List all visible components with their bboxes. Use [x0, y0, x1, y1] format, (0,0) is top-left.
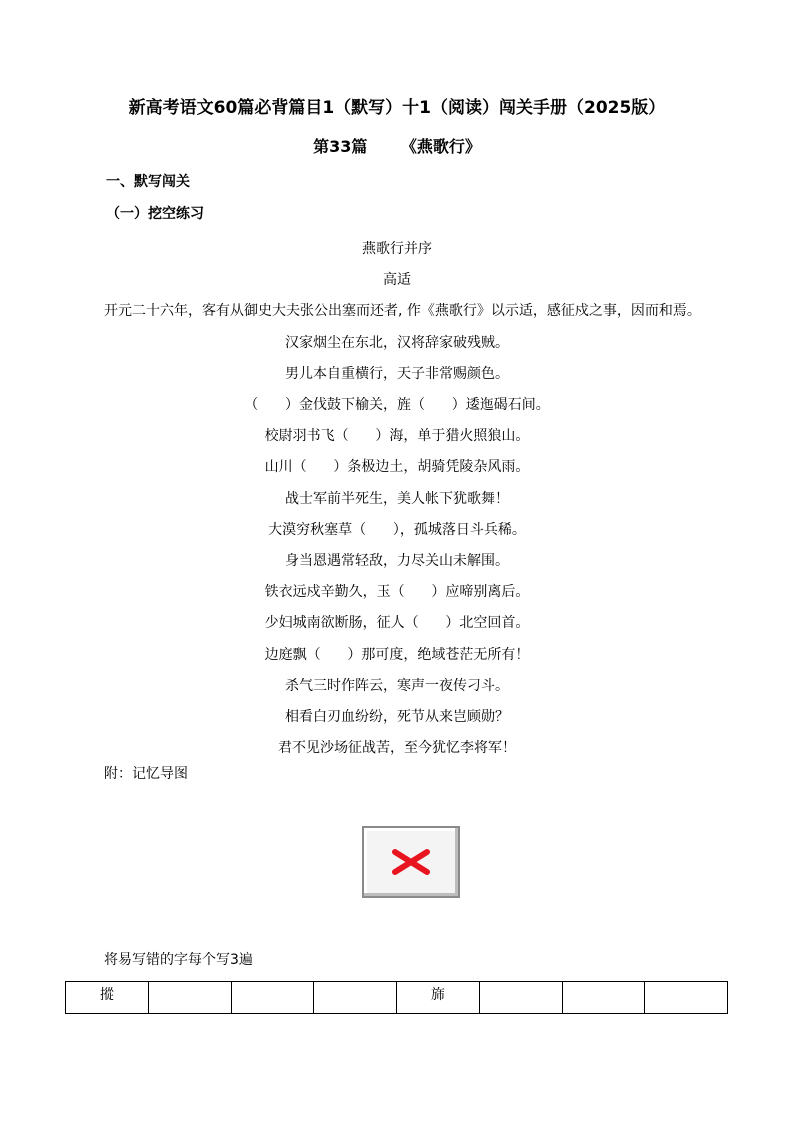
practice-cell[interactable] [562, 982, 645, 1014]
poem-line: 战士军前半死生，美人帐下犹歌舞！ [285, 490, 509, 507]
table-row [66, 982, 728, 1014]
page-subtitle: 第33篇 《燕歌行》 [313, 137, 481, 156]
practice-cell[interactable] [479, 982, 562, 1014]
practice-cell[interactable] [645, 982, 728, 1014]
poem-line: 男儿本自重横行，天子非常赐颜色。 [285, 365, 509, 382]
poem-line-blank: 铁衣远戍辛勤久，玉（ ）应啼别离后。 [264, 584, 530, 601]
practice-cell[interactable] [314, 982, 397, 1014]
page-title: 新高考语文60篇必背篇目1（默写）十1（阅读）闯关手册（2025版） [128, 98, 666, 118]
poem-title: 燕歌行并序 [362, 241, 432, 257]
red-x-icon [391, 848, 431, 876]
poem-line-blank: 边庭飘（ ）那可度，绝域苍茫无所有！ [264, 646, 530, 663]
practice-cell[interactable] [148, 982, 231, 1014]
broken-image-placeholder [362, 826, 460, 898]
poem-line-blank: 大漠穷秋塞草（ ），孤城落日斗兵稀。 [268, 521, 526, 538]
practice-cell[interactable]: 旆 [397, 982, 480, 1014]
practice-table [65, 981, 728, 1014]
section-heading-1: 一、默写闯关 [106, 174, 190, 190]
poem-block [0, 234, 794, 764]
poem-line: 身当恩遇常轻敌，力尽关山未解围。 [285, 553, 509, 570]
poem-line-blank: 少妇城南欲断肠，征人（ ）北空回首。 [264, 615, 530, 632]
section-heading-1-1: （一）挖空练习 [106, 206, 204, 222]
poem-preface: 开元二十六年，客有从御史大夫张公出塞而还者, 作《燕歌行》以示适，感征戍之事，因而和焉。 [104, 303, 701, 320]
poem-line: 杀气三时作阵云，寒声一夜传刁斗。 [285, 677, 509, 694]
practice-cell[interactable] [231, 982, 314, 1014]
poem-line: 相看白刃血纷纷，死节从来岂顾勋？ [285, 709, 509, 726]
poem-author: 高适 [383, 272, 411, 289]
poem-line-blank: 山川（ ）条极边土，胡骑凭陵杂风雨。 [264, 459, 530, 476]
poem-line-blank: 校尉羽书飞（ ）海，单于猎火照狼山。 [264, 428, 530, 445]
appendix-label: 附：记忆导图 [104, 766, 188, 782]
poem-line: 君不见沙场征战苦，至今犹忆李将军！ [278, 740, 516, 757]
practice-instruction: 将易写错的字每个写3遍 [104, 952, 253, 968]
poem-line: 汉家烟尘在东北，汉将辞家破残贼。 [285, 334, 509, 351]
practice-cell[interactable]: 摐 [66, 982, 149, 1014]
poem-line-blank: （ ）金伐鼓下榆关，旌（ ）逶迤碣石间。 [244, 397, 550, 414]
